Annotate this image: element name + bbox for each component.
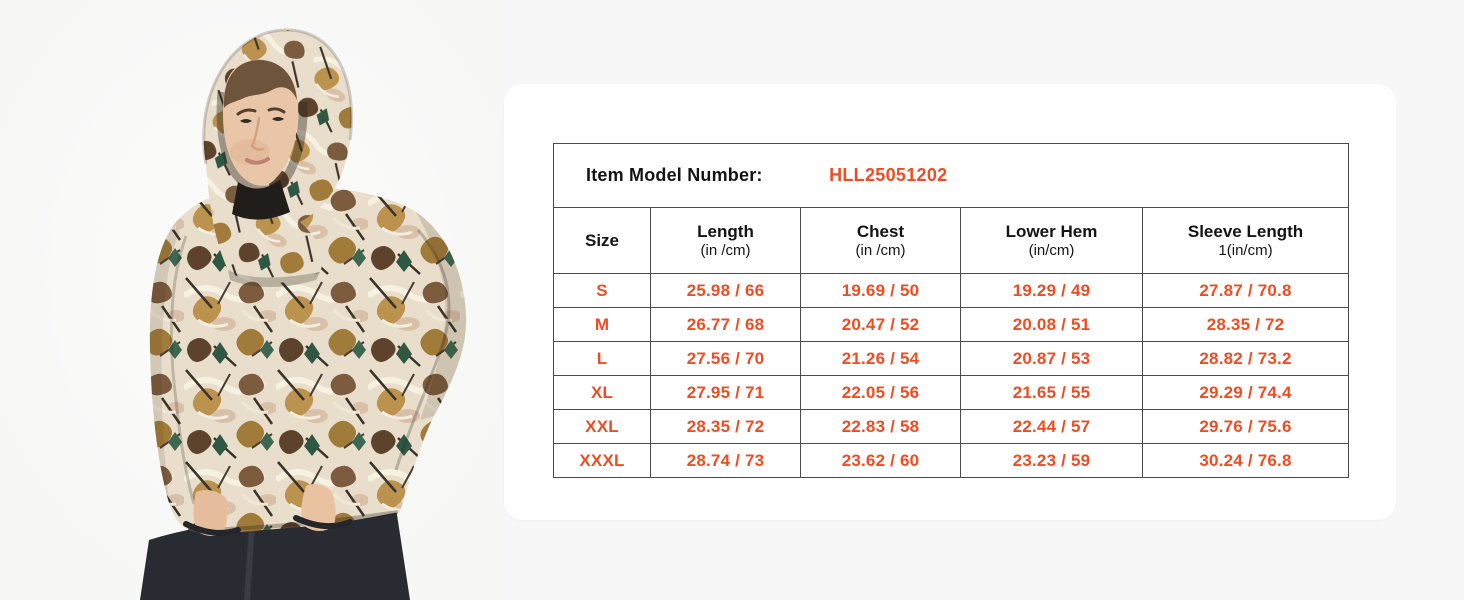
lower-hem-cell: 22.44 / 57	[961, 410, 1143, 444]
table-row-xxl	[554, 410, 1349, 444]
model-photo	[0, 0, 500, 600]
size-chart-card	[504, 84, 1396, 520]
size-cell: XXL	[554, 410, 651, 444]
length-cell: 27.95 / 71	[651, 376, 801, 410]
size-cell: M	[554, 308, 651, 342]
sleeve-cell: 28.35 / 72	[1143, 308, 1349, 342]
column-header-row	[554, 208, 1349, 274]
column-header-length: Length (in /cm)	[651, 208, 801, 274]
length-cell: 26.77 / 68	[651, 308, 801, 342]
length-cell: 25.98 / 66	[651, 274, 801, 308]
sleeve-cell: 29.29 / 74.4	[1143, 376, 1349, 410]
length-cell: 27.56 / 70	[651, 342, 801, 376]
lower-hem-cell: 19.29 / 49	[961, 274, 1143, 308]
lower-hem-cell: 21.65 / 55	[961, 376, 1143, 410]
column-header-sleeve-length: Sleeve Length 1(in/cm)	[1143, 208, 1349, 274]
sleeve-cell: 29.76 / 75.6	[1143, 410, 1349, 444]
table-row-l	[554, 342, 1349, 376]
sleeve-cell: 30.24 / 76.8	[1143, 444, 1349, 478]
chest-cell: 20.47 / 52	[801, 308, 961, 342]
column-header-chest: Chest (in /cm)	[801, 208, 961, 274]
size-cell: XL	[554, 376, 651, 410]
chest-cell: 22.83 / 58	[801, 410, 961, 444]
length-cell: 28.35 / 72	[651, 410, 801, 444]
table-row-xl	[554, 376, 1349, 410]
chest-cell: 22.05 / 56	[801, 376, 961, 410]
chest-cell: 23.62 / 60	[801, 444, 961, 478]
lower-hem-cell: 23.23 / 59	[961, 444, 1143, 478]
column-header-lower-hem: Lower Hem (in/cm)	[961, 208, 1143, 274]
table-row-xxxl	[554, 444, 1349, 478]
chest-cell: 21.26 / 54	[801, 342, 961, 376]
chest-cell: 19.69 / 50	[801, 274, 961, 308]
sleeve-cell: 27.87 / 70.8	[1143, 274, 1349, 308]
table-row-m	[554, 308, 1349, 342]
sleeve-cell: 28.82 / 73.2	[1143, 342, 1349, 376]
size-chart-table	[553, 143, 1349, 478]
length-cell: 28.74 / 73	[651, 444, 801, 478]
lower-hem-cell: 20.87 / 53	[961, 342, 1143, 376]
item-model-number-value: HLL25051202	[829, 165, 948, 185]
size-cell: S	[554, 274, 651, 308]
camo-hoodie-model-illustration	[0, 0, 500, 600]
lower-hem-cell: 20.08 / 51	[961, 308, 1143, 342]
size-cell: L	[554, 342, 651, 376]
item-model-number-row	[554, 144, 1349, 208]
size-cell: XXXL	[554, 444, 651, 478]
item-model-number-label: Item Model Number:	[586, 165, 763, 185]
table-row-s	[554, 274, 1349, 308]
column-header-size: Size	[554, 208, 651, 274]
